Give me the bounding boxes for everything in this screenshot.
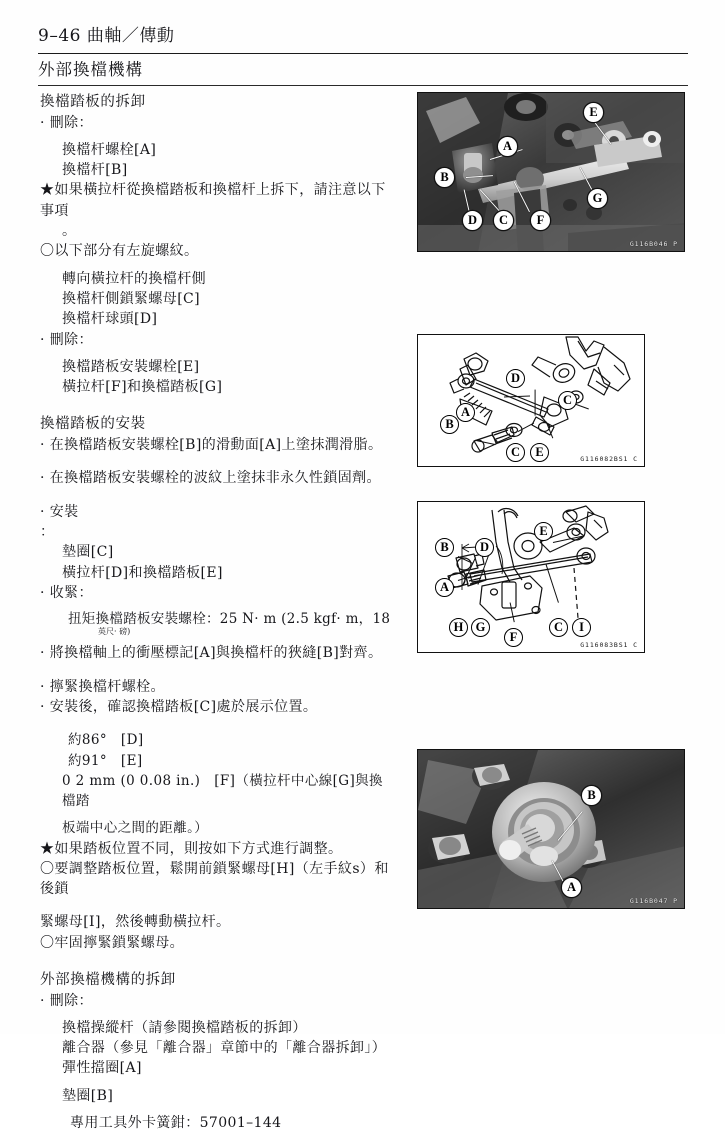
torque-spec: 扭矩換檔踏板安裝螺栓：25 N· m (2.5 kgf· m，18 xyxy=(68,611,391,628)
list-item: · 刪除： xyxy=(40,331,93,348)
figure-id: G116082BS1 C xyxy=(580,455,638,463)
leader-line xyxy=(534,390,535,416)
figure-shift-pedal-exploded xyxy=(417,334,645,467)
special-tool-spec: 專用工具外卡簧鉗：57001–144 xyxy=(70,1115,282,1132)
note-item-cont: 緊螺母[I]，然後轉動橫拉杆。 xyxy=(40,914,231,931)
page-header xyxy=(38,26,688,86)
header-rule xyxy=(38,53,688,54)
heading-pedal-removal: 換檔踏板的拆卸 xyxy=(40,94,146,110)
section-rule xyxy=(38,85,688,86)
list-item: 換檔操縱杆（請參閱換檔踏板的拆卸） xyxy=(62,1019,307,1036)
figure-id: G116B047 P xyxy=(629,897,678,905)
callout-d: D xyxy=(506,369,525,388)
callout-d: D xyxy=(475,538,494,557)
list-item: · 在換檔踏板安裝螺栓[B]的滑動面[A]上塗抹潤滑脂。 xyxy=(40,437,383,454)
callout-f: F xyxy=(504,628,523,647)
callout-c-left: C xyxy=(506,443,525,462)
list-item: · 擰緊換檔杆螺栓。 xyxy=(40,678,165,695)
page-folio: 9–46 曲軸／傳動 xyxy=(38,26,175,46)
list-item: 墊圈[C] xyxy=(62,544,114,561)
list-item: 離合器（參見「離合器」章節中的「離合器拆卸」） xyxy=(62,1040,387,1057)
callout-g: G xyxy=(471,618,490,637)
figure-pedal-position-adjust xyxy=(417,501,645,653)
callout-a: A xyxy=(562,878,581,897)
callout-b: B xyxy=(435,538,454,557)
figure-id: G116B046 P xyxy=(629,240,678,248)
callout-e: E xyxy=(584,103,603,122)
list-item: 墊圈[B] xyxy=(62,1087,114,1104)
figure-circlip-washer-photo xyxy=(417,749,685,909)
section-title: 外部換檔機構 xyxy=(38,60,143,80)
list-item: 換檔杆球頭[D] xyxy=(62,311,158,328)
list-item: 換檔踏板安裝螺栓[E] xyxy=(62,358,200,375)
callout-a: A xyxy=(498,137,517,156)
measure-distance-f: 0 2 mm (0 0.08 in.) [F]（橫拉杆中心線[G]與換檔踏 xyxy=(62,772,383,810)
callout-c: C xyxy=(494,211,513,230)
callout-a: A xyxy=(456,403,475,422)
callout-d: D xyxy=(463,211,482,230)
list-item: 換檔杆側鎖緊螺母[C] xyxy=(62,290,201,307)
list-item: 換檔杆[B] xyxy=(62,162,128,179)
callout-g: G xyxy=(588,189,607,208)
callout-e: E xyxy=(530,443,549,462)
photo-render xyxy=(418,93,685,252)
list-item: 彈性擋圈[A] xyxy=(62,1060,142,1077)
measure-angle-e: 約91° [E] xyxy=(68,752,143,769)
note-item: 〇以下部分有左旋螺紋。 xyxy=(40,243,199,260)
list-item: · 安裝 xyxy=(40,503,79,520)
note-item: ★如果橫拉杆從換檔踏板和換檔杆上拆下，請注意以下事項 xyxy=(40,182,386,219)
text-column xyxy=(40,92,395,1133)
list-item: · 在換檔踏板安裝螺栓的波紋上塗抹非永久性鎖固劑。 xyxy=(40,470,381,487)
callout-b: B xyxy=(582,786,601,805)
note-item-tail: 。 xyxy=(62,223,77,240)
figure-shift-pedal-photo xyxy=(417,92,685,252)
callout-b: B xyxy=(440,415,459,434)
photo-render xyxy=(418,750,685,909)
list-item: 橫拉杆[F]和換檔踏板[G] xyxy=(62,379,223,396)
measure-angle-d: 約86° [D] xyxy=(68,732,144,749)
list-item: · 刪除： xyxy=(40,992,93,1009)
list-item: · 將換檔軸上的衝壓標記[A]與換檔杆的狹縫[B]對齊。 xyxy=(40,645,383,662)
callout-e: E xyxy=(534,522,553,541)
list-item: 橫拉杆[D]和換檔踏板[E] xyxy=(62,564,223,581)
callout-c: C xyxy=(549,618,568,637)
note-item: ★如果踏板位置不同，則按如下方式進行調整。 xyxy=(40,840,343,857)
heading-pedal-installation: 換檔踏板的安裝 xyxy=(40,416,146,433)
figure-id: G116083BS1 C xyxy=(580,641,638,649)
list-item: 換檔杆螺栓[A] xyxy=(62,141,157,158)
list-item: · 安裝後，確認換檔踏板[C]處於展示位置。 xyxy=(40,698,318,715)
callout-b: B xyxy=(435,168,454,187)
callout-i: I xyxy=(572,618,591,637)
callout-h: H xyxy=(449,618,468,637)
torque-spec-unit: 英尺· 磅) xyxy=(98,626,131,636)
callout-c-right: C xyxy=(558,391,577,410)
list-item: 轉向橫拉杆的換檔杆側 xyxy=(62,270,206,287)
list-item: · 刪除： xyxy=(40,114,93,131)
list-item: · 收緊： xyxy=(40,584,93,601)
callout-a: A xyxy=(435,578,454,597)
note-item: 〇牢固擰緊鎖緊螺母。 xyxy=(40,934,184,951)
note-item: 〇要調整踏板位置，鬆開前鎖緊螺母[H]（左手紋s）和後鎖 xyxy=(40,860,389,898)
measure-distance-f-cont: 板端中心之間的距離。） xyxy=(62,820,209,837)
list-item-colon: ： xyxy=(40,523,55,540)
callout-f: F xyxy=(531,211,550,230)
heading-external-shift-removal: 外部換檔機構的拆卸 xyxy=(40,972,176,988)
